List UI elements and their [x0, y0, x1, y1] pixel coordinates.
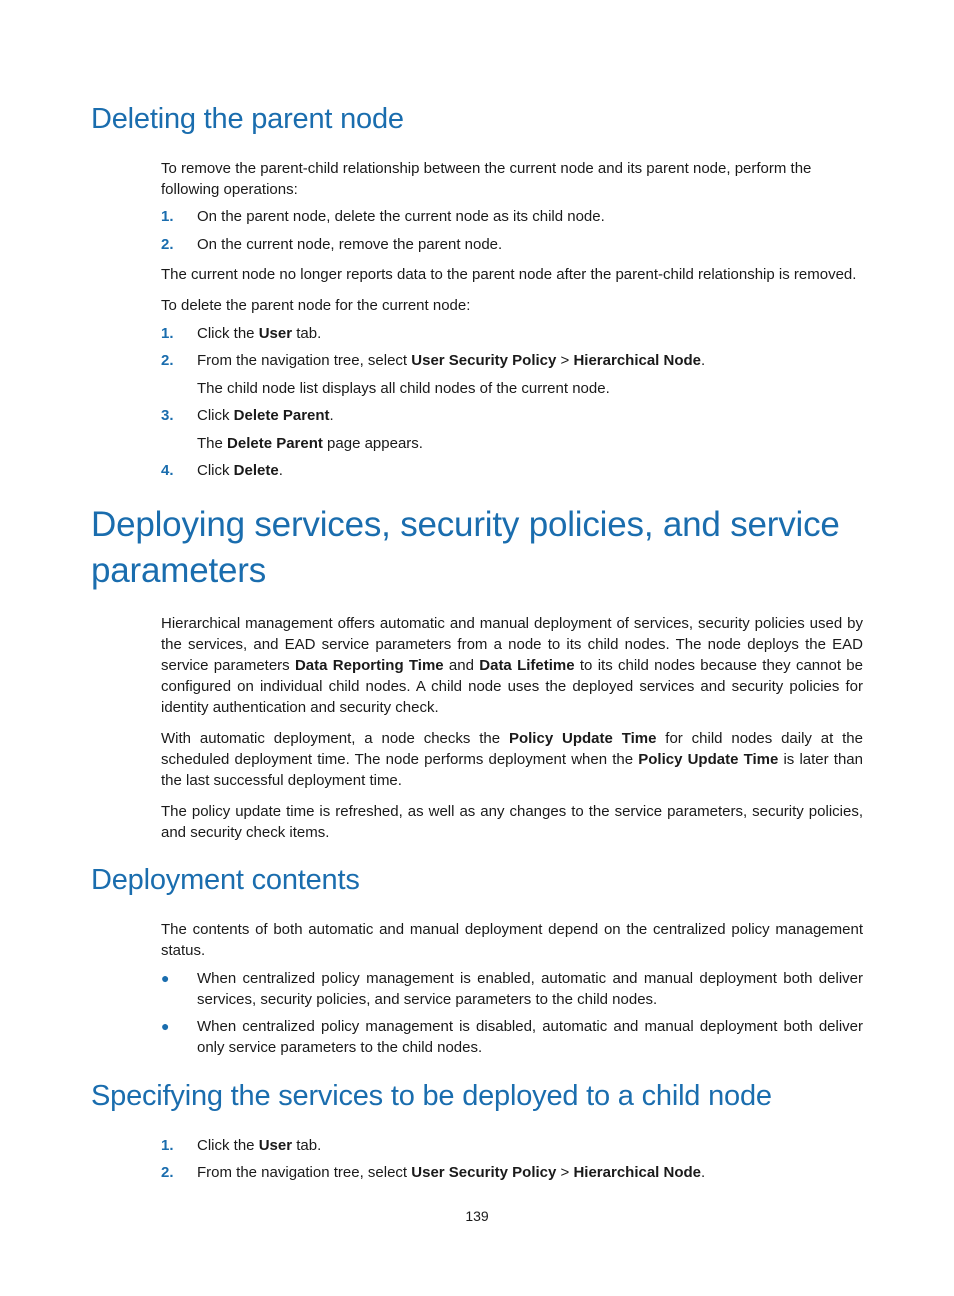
step-text: Click Delete.: [197, 462, 283, 479]
page-number: 139: [465, 1208, 489, 1224]
bullet-icon: ●: [161, 970, 170, 986]
step-text: On the current node, remove the parent node.: [197, 236, 503, 253]
body-paragraph: With automatic deployment, a node checks the Policy Update Time for child nodes daily at the scheduled deployment time. The node performs deployment when the Policy Update Time is later than the last successful deployment time.: [161, 730, 863, 789]
intro-paragraph: To remove the parent-child relationship between the current node and its parent node, perform the following operations:: [161, 160, 812, 198]
body-paragraph: Hierarchical management offers automatic and manual deployment of services, security policies used by the services, and EAD service parameters from a node to its child nodes. The node deploys the EAD service parameters Data Reporting Time and Data Lifetime to its child nodes because they cannot be configured on individual child nodes. A child node uses the deployed services and security policies for identity authentication and security check.: [161, 615, 863, 716]
section-heading-deployment-contents: Deployment contents: [91, 864, 360, 896]
step-result: The child node list displays all child nodes of the current node.: [197, 380, 610, 397]
step-text: From the navigation tree, select User Security Policy > Hierarchical Node.: [197, 1164, 706, 1181]
step-text: Click Delete Parent.: [197, 407, 334, 424]
step-number: 2.: [161, 352, 174, 369]
chapter-heading: Deploying services, security policies, and service parameters: [91, 505, 840, 590]
bullet-text: When centralized policy management is disabled, automatic and manual deployment both deliver only service parameters to the child nodes.: [197, 1018, 863, 1056]
bullet-text: When centralized policy management is enabled, automatic and manual deployment both deliver services, security policies, and service parameters to the child nodes.: [197, 970, 863, 1008]
step-text: On the parent node, delete the current node as its child node.: [197, 208, 605, 225]
bullet-icon: ●: [161, 1018, 170, 1034]
step-number: 1.: [161, 325, 174, 342]
section-heading-specifying-services: Specifying the services to be deployed to a child node: [91, 1080, 772, 1112]
step-number: 1.: [161, 208, 174, 225]
step-number: 1.: [161, 1137, 174, 1154]
step-number: 2.: [161, 236, 174, 253]
lead-paragraph: To delete the parent node for the current node:: [161, 297, 471, 314]
step-text: From the navigation tree, select User Security Policy > Hierarchical Node.: [197, 352, 706, 369]
section-heading-deleting-parent-node: Deleting the parent node: [91, 103, 404, 135]
step-number: 4.: [161, 462, 174, 479]
body-paragraph: The policy update time is refreshed, as well as any changes to the service parameters, security policies, and security check items.: [161, 803, 863, 841]
step-number: 2.: [161, 1164, 174, 1181]
note-paragraph: The current node no longer reports data to the parent node after the parent-child relationship is removed.: [161, 266, 857, 283]
step-text: Click the User tab.: [197, 325, 322, 342]
body-paragraph: The contents of both automatic and manual deployment depend on the centralized policy management status.: [161, 921, 863, 959]
step-text: Click the User tab.: [197, 1137, 322, 1154]
step-number: 3.: [161, 407, 174, 424]
step-result: The Delete Parent page appears.: [197, 435, 423, 452]
